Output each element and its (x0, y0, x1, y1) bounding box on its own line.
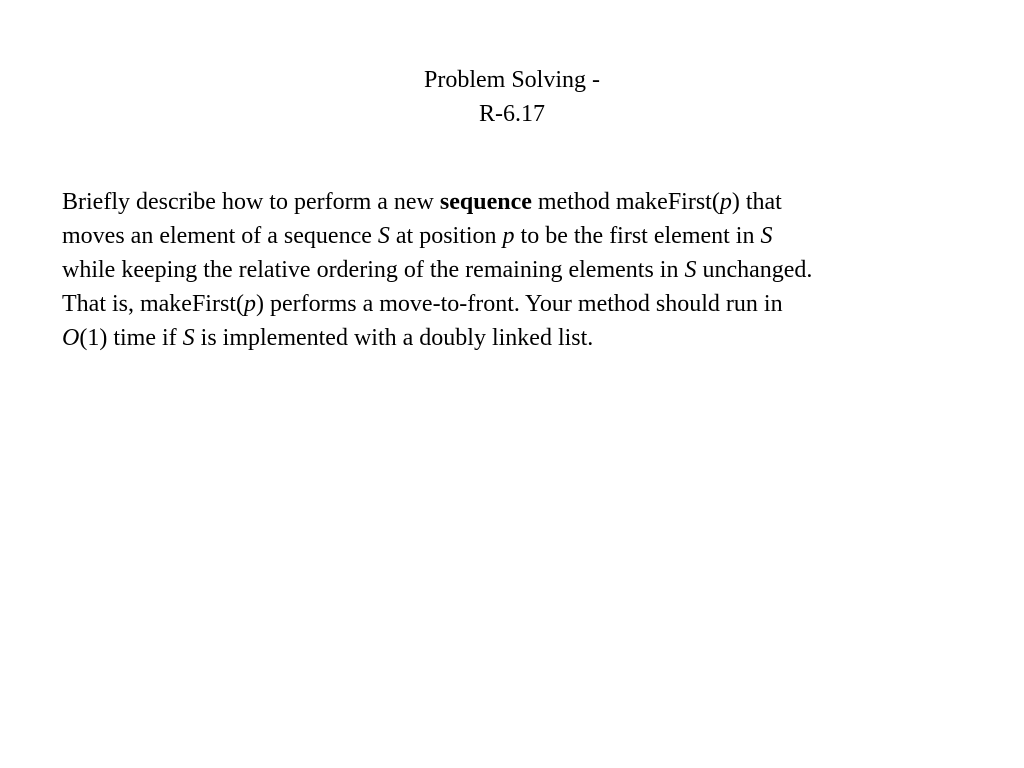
title-line-1: Problem Solving - (423, 67, 600, 93)
italic-variable: O (62, 325, 80, 351)
text-segment: ) performs a move-to-front. Your method should run in (255, 291, 783, 317)
italic-variable: S (684, 257, 697, 283)
text-segment: (1) time if (79, 325, 183, 351)
text-segment: is implemented with a doubly linked list. (194, 325, 594, 351)
italic-variable: p (243, 291, 256, 317)
statement-line-1 (62, 185, 962, 219)
text-segment: at position (389, 223, 503, 249)
text-segment: unchanged. (696, 257, 813, 283)
text-segment: method makeFirst( (531, 189, 720, 215)
statement-line-5 (62, 321, 962, 355)
text-segment: to be the first element in (514, 223, 761, 249)
statement-line-2 (62, 219, 962, 253)
problem-statement (62, 185, 962, 355)
italic-variable: p (719, 189, 732, 215)
text-segment: ) that (731, 189, 782, 215)
title-line-2: R-6.17 (479, 101, 545, 127)
italic-variable: S (182, 325, 195, 351)
statement-line-3 (62, 253, 962, 287)
italic-variable: S (377, 223, 390, 249)
italic-variable: p (502, 223, 515, 249)
italic-variable: S (760, 223, 773, 249)
bold-term: sequence (439, 189, 532, 215)
text-segment: Briefly describe how to perform a new (62, 189, 440, 215)
text-segment: That is, makeFirst( (62, 291, 244, 317)
text-segment: while keeping the relative ordering of the remaining elements in (62, 257, 685, 283)
slide-title (0, 63, 1024, 131)
statement-line-4 (62, 287, 962, 321)
text-segment: moves an element of a sequence (62, 223, 378, 249)
